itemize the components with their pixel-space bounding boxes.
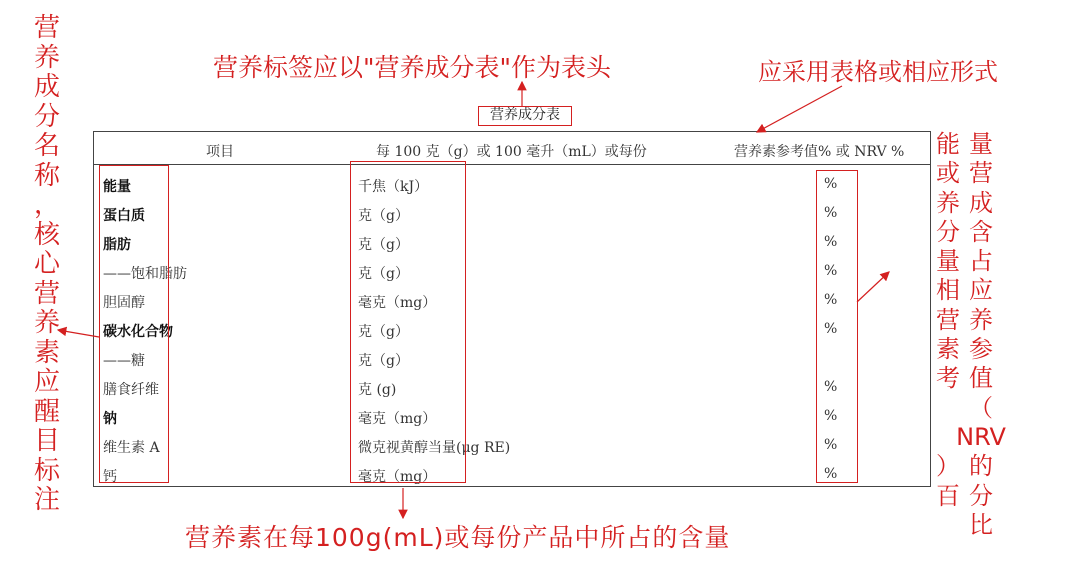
header-item: 项目: [206, 144, 234, 160]
right-annotation-1-char: 量: [969, 130, 993, 158]
row-nrv: %: [824, 176, 838, 192]
left-annotation-char: 营: [33, 13, 60, 43]
right-annotation-1-char: 的: [969, 452, 993, 481]
left-annotation-char: 养: [33, 308, 60, 338]
header-nrv: 营养素参考值% 或 NRV %: [734, 144, 905, 160]
item-arrow: [58, 330, 99, 337]
row-item-name: 钠: [103, 411, 117, 427]
row-unit: 克（g）: [358, 208, 409, 224]
row-unit: 克（g）: [358, 266, 409, 282]
right-annotation-2-char: 量: [936, 247, 960, 276]
right-annotation-2-char: 考: [936, 364, 960, 393]
left-annotation-char: 素: [33, 337, 60, 368]
right-annotation-1-char: NRV: [956, 422, 1006, 451]
row-item-name: 脂肪: [103, 237, 131, 253]
right-annotation-1-char: 含: [969, 217, 993, 246]
row-item-name: 钙: [103, 469, 117, 485]
row-item-name: ——糖: [103, 353, 145, 369]
row-unit: 克（g）: [358, 324, 409, 340]
right-annotation-1-char: （: [969, 393, 993, 422]
right-annotation-2-char: 百: [936, 481, 960, 510]
left-annotation-char: ，: [33, 190, 60, 220]
right-annotation-2-char: 或: [936, 159, 960, 188]
top-right-annotation: 应采用表格或相应形式: [758, 58, 998, 86]
right-annotation-2-char: 分: [936, 217, 960, 246]
right-annotation-1-char: 应: [969, 276, 993, 305]
nrv-arrow: [857, 272, 889, 302]
left-annotation-char: 心: [33, 249, 60, 279]
left-annotation-char: 成: [33, 72, 60, 102]
row-item-name: 蛋白质: [103, 208, 145, 224]
right-annotation-2-char: 营: [936, 305, 960, 334]
left-annotation-char: 称: [33, 160, 60, 191]
row-unit: 克 (g): [358, 382, 397, 398]
row-nrv: %: [824, 263, 838, 279]
row-item-name: 碳水化合物: [103, 324, 173, 340]
row-item-name: 能量: [103, 179, 131, 195]
right-annotation-2-char: 养: [936, 188, 960, 217]
table-form-arrow: [757, 86, 842, 132]
table-title: 营养成分表: [478, 106, 572, 126]
right-annotation-1-char: 值: [969, 364, 993, 393]
right-annotation-2-char: 能: [936, 130, 960, 158]
left-annotation-char: 核: [33, 219, 60, 250]
row-nrv: %: [824, 234, 838, 250]
row-unit: 毫克（mg）: [358, 295, 437, 311]
right-annotation-1-char: 比: [969, 510, 993, 539]
row-unit: 千焦（kJ）: [358, 179, 429, 195]
right-annotation-1-char: 占: [969, 247, 993, 276]
left-annotation-char: 标: [33, 455, 60, 486]
left-annotation-char: 醒: [33, 396, 60, 427]
row-unit: 克（g）: [358, 237, 409, 253]
right-annotation-2-char: 相: [936, 276, 960, 305]
header-amount: 每 100 克（g）或 100 毫升（mL）或每份: [376, 144, 647, 160]
row-nrv: %: [824, 466, 838, 482]
row-item-name: ——饱和脂肪: [103, 266, 187, 282]
right-annotation-1-char: 参: [969, 335, 993, 364]
right-annotation-2-char: ）: [936, 452, 960, 481]
left-annotation-char: 分: [33, 101, 60, 132]
row-item-name: 膳食纤维: [103, 382, 159, 398]
row-unit: 微克视黄醇当量(μg RE): [358, 440, 511, 456]
row-unit: 毫克（mg）: [358, 469, 437, 485]
row-unit: 毫克（mg）: [358, 411, 437, 427]
row-nrv: %: [824, 408, 838, 424]
right-annotation-1-char: 分: [969, 481, 993, 510]
right-annotation-1-char: 成: [969, 188, 993, 217]
right-annotation-2-char: 素: [936, 335, 960, 364]
right-annotation-1-char: 养: [969, 305, 993, 334]
row-nrv: %: [824, 292, 838, 308]
row-nrv: %: [824, 437, 838, 453]
left-annotation-char: 营: [33, 278, 60, 309]
left-annotation-char: 名: [33, 131, 60, 161]
row-nrv: %: [824, 321, 838, 337]
row-unit: 克（g）: [358, 353, 409, 369]
left-annotation-char: 应: [33, 367, 60, 397]
left-annotation-char: 注: [33, 485, 60, 515]
row-item-name: 维生素 A: [103, 440, 160, 456]
row-nrv: %: [824, 205, 838, 221]
right-annotation-1-char: 营: [969, 159, 993, 188]
top-annotation: 营养标签应以"营养成分表"作为表头: [213, 53, 611, 82]
bottom-annotation: 营养素在每100g(mL)或每份产品中所占的含量: [185, 523, 731, 552]
left-annotation-char: 养: [33, 42, 60, 73]
row-nrv: %: [824, 379, 838, 395]
row-item-name: 胆固醇: [103, 295, 145, 311]
left-annotation-char: 目: [33, 426, 60, 456]
